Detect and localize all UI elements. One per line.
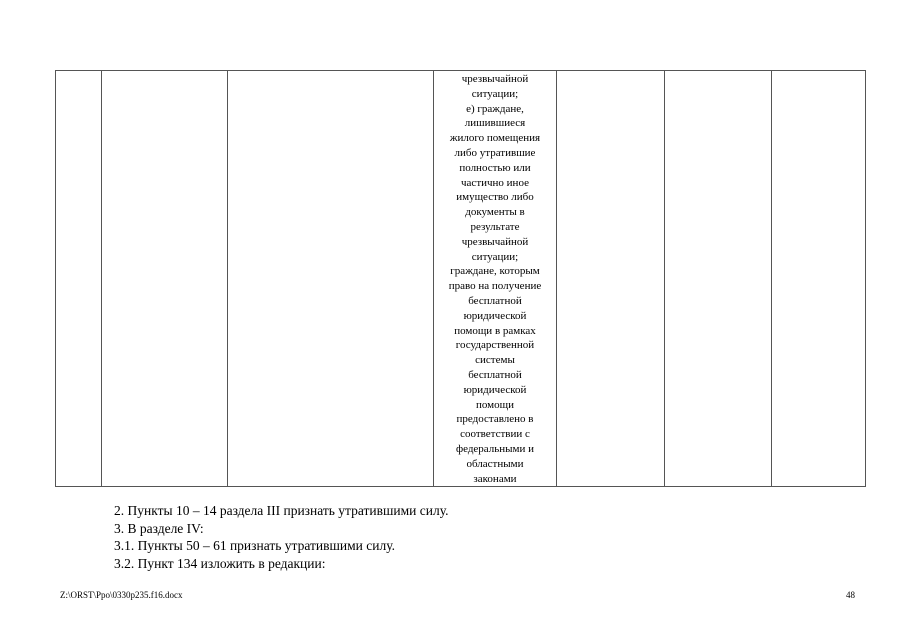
body-paragraphs bbox=[114, 502, 449, 572]
paragraph-item-2: 2. Пункты 10 – 14 раздела III признать утратившими силу. bbox=[114, 503, 449, 518]
cell-line: помощи в рамках bbox=[454, 324, 536, 337]
table-cell-col7 bbox=[772, 71, 866, 487]
page-number: 48 bbox=[846, 590, 855, 600]
table-row bbox=[56, 71, 866, 487]
cell-line: право на получение bbox=[448, 280, 542, 293]
cell-line: имущество либо bbox=[456, 191, 534, 204]
cell-line: ситуации; bbox=[471, 87, 519, 100]
cell-line: ситуации; bbox=[471, 250, 519, 263]
continuation-table bbox=[55, 70, 866, 487]
table-cell-col6 bbox=[665, 71, 772, 487]
paragraph-section-4: 3. В разделе IV: bbox=[114, 520, 204, 536]
cell-line: бесплатной bbox=[468, 368, 522, 381]
cell-line: предоставлено в bbox=[456, 413, 534, 426]
cell-line: соответствии с bbox=[460, 428, 530, 441]
cell-line: системы bbox=[475, 354, 515, 367]
cell-line: е) граждане, bbox=[466, 102, 524, 115]
cell-line: государственной bbox=[455, 339, 535, 352]
cell-line: чрезвычайной bbox=[461, 235, 529, 248]
cell-line: частично иное bbox=[461, 176, 529, 189]
table-cell-number bbox=[56, 71, 102, 487]
cell-line: лишившиеся bbox=[464, 117, 526, 130]
cell-line: законами bbox=[473, 472, 517, 485]
cell-line: граждане, которым bbox=[450, 265, 540, 278]
table-cell-col3 bbox=[228, 71, 434, 487]
cell-line: документы в bbox=[465, 206, 525, 219]
cell-line: либо утратившие bbox=[454, 146, 536, 159]
paragraph-item-3-2: 3.2. Пункт 134 изложить в редакции: bbox=[114, 555, 326, 571]
cell-line: результате bbox=[470, 220, 520, 233]
cell-line: чрезвычайной bbox=[461, 73, 529, 85]
cell-line: юридической bbox=[463, 383, 527, 396]
cell-line: федеральными и bbox=[455, 442, 535, 455]
paragraph-item-3-1: 3.1. Пункты 50 – 61 признать утратившими силу. bbox=[114, 538, 395, 554]
cell-line: жилого помещения bbox=[449, 132, 541, 145]
footer-file-path: Z:\ORST\Ppo\0330p235.f16.docx bbox=[60, 590, 183, 600]
table-cell-recipients bbox=[434, 71, 557, 487]
cell-line: помощи bbox=[476, 398, 514, 411]
recipients-text bbox=[434, 71, 556, 486]
table-cell-col2 bbox=[102, 71, 228, 487]
cell-line: юридической bbox=[463, 309, 527, 322]
cell-line: бесплатной bbox=[468, 294, 522, 307]
cell-line: областными bbox=[466, 457, 524, 470]
table-cell-col5 bbox=[557, 71, 665, 487]
cell-line: полностью или bbox=[459, 161, 531, 174]
